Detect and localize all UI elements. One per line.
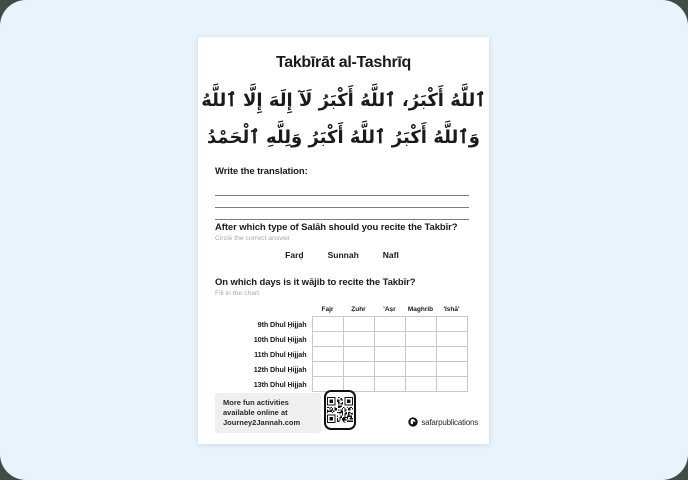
option-sunnah[interactable]: Sunnah xyxy=(327,250,359,260)
chart-cell[interactable] xyxy=(374,317,405,332)
chart-cell[interactable] xyxy=(436,347,467,362)
chart-cell[interactable] xyxy=(312,362,343,377)
chart-cell[interactable] xyxy=(343,362,374,377)
chart-cell[interactable] xyxy=(343,347,374,362)
days-chart xyxy=(215,303,468,392)
table-row xyxy=(215,362,467,377)
qr-code-pattern xyxy=(327,397,353,423)
table-row xyxy=(215,332,467,347)
chart-cell[interactable] xyxy=(374,347,405,362)
chart-cell[interactable] xyxy=(436,332,467,347)
row-header-11th: 11th Dhul Ḥijjah xyxy=(254,349,307,359)
chart-cell[interactable] xyxy=(312,332,343,347)
arabic-line-1: ٱللَّهُ أَكْبَرُ، ٱللَّهُ أَكْبَرُ لَآ إِلَهَ إِلَّا ٱللَّهُ xyxy=(201,90,486,111)
column-header-isha: 'Ishā' xyxy=(443,306,460,313)
chart-cell[interactable] xyxy=(374,377,405,392)
chart-cell[interactable] xyxy=(405,362,436,377)
chart-cell[interactable] xyxy=(312,347,343,362)
column-header-zuhr: Ẓuhr xyxy=(351,306,366,313)
chart-corner xyxy=(215,303,312,317)
option-nafl[interactable]: Nafl xyxy=(382,250,399,260)
salah-question-instruction: Circle the correct answer xyxy=(215,235,291,242)
salah-question-heading: After which type of Salāh should you recite the Takbīr? xyxy=(215,222,458,233)
column-header-asr: 'Aṣr xyxy=(383,306,396,313)
publisher-logo xyxy=(408,417,478,427)
promo-line-3: Journey2Jannah.com xyxy=(223,418,301,427)
column-header-fajr: Fajr xyxy=(321,306,334,313)
chart-header-row xyxy=(215,303,467,317)
table-row xyxy=(215,347,467,362)
chart-cell[interactable] xyxy=(343,332,374,347)
row-header-10th: 10th Dhul Ḥijjah xyxy=(253,334,307,344)
promo-box xyxy=(215,393,321,433)
chart-cell[interactable] xyxy=(405,377,436,392)
chart-cell[interactable] xyxy=(405,317,436,332)
worksheet-page xyxy=(198,37,489,444)
safar-bird-icon xyxy=(408,417,418,427)
days-question-heading: On which days is it wājib to recite the Takbīr? xyxy=(215,277,416,288)
translation-line[interactable] xyxy=(215,196,469,208)
option-fard[interactable]: Farḍ xyxy=(285,250,304,260)
promo-line-2: available online at xyxy=(223,408,288,417)
chart-cell[interactable] xyxy=(343,317,374,332)
chart-cell[interactable] xyxy=(312,317,343,332)
translation-line[interactable] xyxy=(215,184,469,196)
translation-answer-area xyxy=(215,184,469,220)
chart-cell[interactable] xyxy=(436,377,467,392)
row-header-9th: 9th Dhul Ḥijjah xyxy=(257,319,307,329)
chart-cell[interactable] xyxy=(374,332,405,347)
row-header-12th: 12th Dhul Ḥijjah xyxy=(253,364,307,374)
publisher-name: safarpublications xyxy=(421,417,478,427)
arabic-line-2: وَٱللَّهُ أَكْبَرُ ٱللَّهُ أَكْبَرُ وَلِلَّهِ ٱلْحَمْدُ xyxy=(207,127,480,148)
chart-cell[interactable] xyxy=(405,332,436,347)
arabic-takbir-text xyxy=(198,82,489,156)
translation-heading: Write the translation: xyxy=(215,166,308,177)
qr-code xyxy=(324,390,356,430)
translation-line[interactable] xyxy=(215,208,469,220)
column-header-maghrib: Maghrib xyxy=(407,306,434,313)
page-title: Takbīrāt al-Tashrīq xyxy=(275,54,412,71)
chart-cell[interactable] xyxy=(436,362,467,377)
table-row xyxy=(215,317,467,332)
chart-cell[interactable] xyxy=(374,362,405,377)
salah-options-row xyxy=(215,250,469,260)
chart-cell[interactable] xyxy=(436,317,467,332)
chart-cell[interactable] xyxy=(405,347,436,362)
promo-line-1: More fun activities xyxy=(223,398,289,407)
days-question-instruction: Fill in the chart xyxy=(215,290,260,297)
row-header-13th: 13th Dhul Ḥijjah xyxy=(253,379,307,389)
